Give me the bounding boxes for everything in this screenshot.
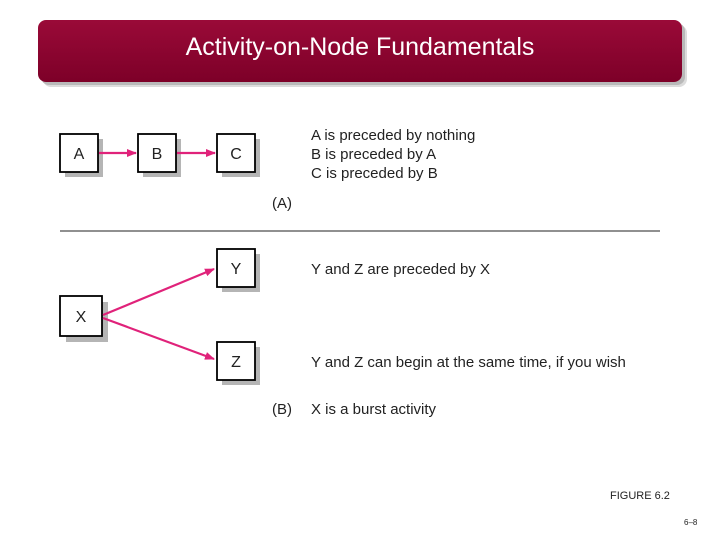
desc-b-2: Y and Z can begin at the same time, if you wish	[311, 354, 626, 371]
node-b-label: B	[151, 146, 163, 163]
node-c	[217, 134, 260, 177]
node-z-label: Z	[231, 354, 241, 371]
desc-b-1: Y and Z are preceded by X	[311, 261, 491, 278]
figure-label: FIGURE 6.2	[610, 490, 670, 502]
edge-x-to-y	[103, 269, 214, 315]
desc-a-3: C is preceded by B	[311, 165, 438, 182]
part-b-label: (B)	[272, 401, 292, 418]
node-y-label: Y	[230, 261, 242, 278]
node-x-label: X	[75, 309, 87, 326]
page-number: 6–8	[684, 518, 698, 527]
node-a	[60, 134, 103, 177]
node-c-label: C	[230, 146, 242, 163]
node-y	[217, 249, 260, 292]
node-z	[217, 342, 260, 385]
desc-b-3: X is a burst activity	[311, 401, 437, 418]
desc-a-1: A is preceded by nothing	[311, 127, 476, 144]
node-x	[60, 296, 108, 342]
node-b	[138, 134, 181, 177]
part-a-label: (A)	[272, 195, 292, 212]
edge-x-to-z	[103, 318, 214, 359]
desc-a-2: B is preceded by A	[311, 146, 437, 163]
slide-title: Activity-on-Node Fundamentals	[185, 32, 535, 61]
node-a-label: A	[73, 146, 85, 163]
